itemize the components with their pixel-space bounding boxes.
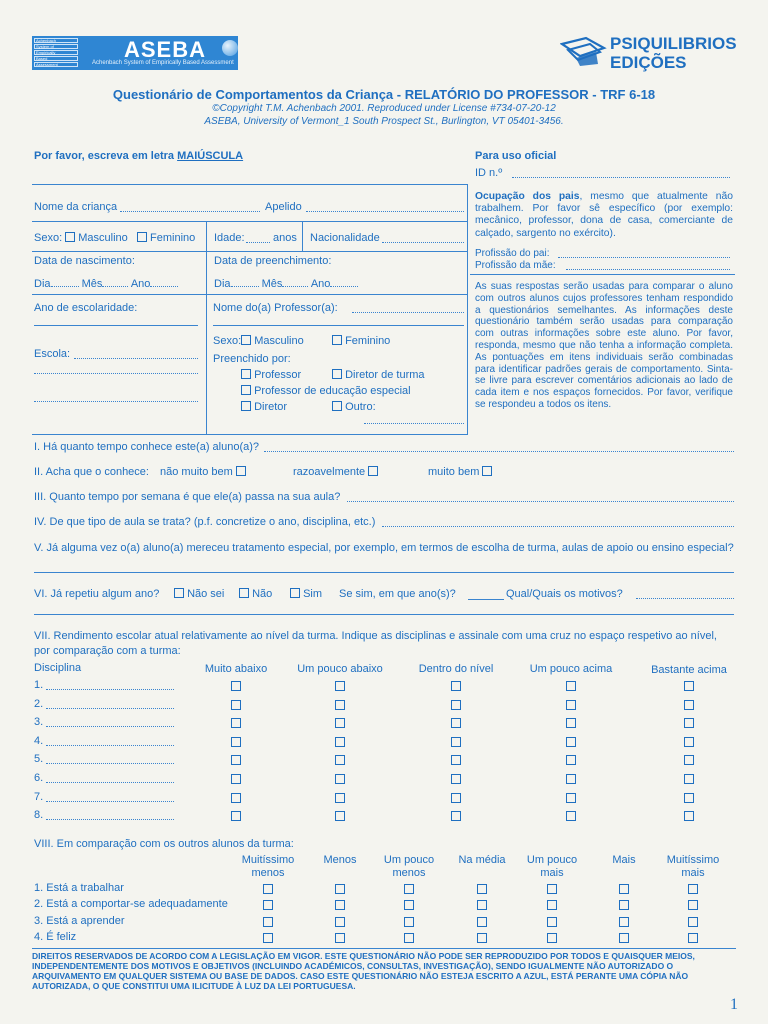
- aseba-side-item: Empirically: [34, 50, 78, 55]
- q8-title: VIII. Em comparação com os outros alunos da turma:: [34, 838, 294, 850]
- q8-col-header: [667, 854, 720, 879]
- filled-by-teacher: [241, 369, 301, 381]
- q7-level-checkbox[interactable]: [451, 718, 461, 728]
- special-ed-label: Professor de educação especial: [254, 385, 411, 397]
- info-text: As suas respostas serão usadas para comparar o aluno com outros alunos cujos professores tenham respondido a questionários semelhantes. As informações deste questionário também serão usadas para comparação com outras informações sobre este aluno. Por favor, responda, mesmo que não tenha a informação completa. As pontuações em itens individuais serão combinadas para identificar padrões gerais de comportamento. Sinta-se livre para escrever comentários adicionais ao lado de cada item e nos espaços fornecidos. Por favor, verifique se respondeu a todos os itens.: [475, 281, 733, 410]
- q8-rating-checkbox[interactable]: [263, 933, 273, 943]
- q8-col-header: [458, 854, 505, 867]
- q2-option-checkbox[interactable]: [368, 466, 378, 476]
- q8-rating-checkbox[interactable]: [477, 933, 487, 943]
- instructions-emphasis: MAIÚSCULA: [177, 150, 244, 162]
- teacher-sex-row: [213, 335, 304, 347]
- q7-col-header: Muito abaixo: [204, 663, 268, 675]
- q6-reasons-label: Qual/Quais os motivos?: [506, 588, 623, 600]
- q8-rating-checkbox[interactable]: [477, 917, 487, 927]
- q7-level-checkbox[interactable]: [566, 700, 576, 710]
- question-6: VI. Já repetiu algum ano?: [34, 588, 160, 600]
- divider: [32, 434, 468, 435]
- q7-level-checkbox[interactable]: [335, 793, 345, 803]
- q7-subject-field[interactable]: [46, 752, 174, 764]
- q8-rating-checkbox[interactable]: [547, 917, 557, 927]
- q8-rating-checkbox[interactable]: [263, 884, 273, 894]
- q8-row-label: 4. É feliz: [34, 931, 77, 943]
- publisher-emblem-icon: [560, 34, 608, 70]
- q7-subject-field[interactable]: [46, 678, 174, 690]
- q8-rating-checkbox[interactable]: [688, 884, 698, 894]
- divider: [302, 221, 303, 251]
- special-ed-checkbox[interactable]: [241, 385, 251, 395]
- aseba-logo: [32, 36, 238, 70]
- teacher-checkbox[interactable]: [241, 369, 251, 379]
- age-field[interactable]: [246, 231, 270, 243]
- teacher-sex-label: Sexo:: [213, 335, 242, 347]
- divider: [32, 221, 468, 222]
- school-field-line3[interactable]: [34, 392, 198, 402]
- child-male-checkbox[interactable]: [65, 232, 75, 242]
- question-4-field[interactable]: [382, 515, 734, 527]
- teacher-male-label: Masculino: [254, 335, 304, 347]
- q6-option-label: Não: [252, 588, 273, 600]
- school-field[interactable]: [74, 347, 198, 359]
- q7-level-checkbox[interactable]: [451, 811, 461, 821]
- q7-level-checkbox[interactable]: [231, 718, 241, 728]
- age-unit: anos: [273, 232, 297, 244]
- fill-month-field[interactable]: [282, 277, 308, 287]
- teacher-name-label: Nome do(a) Professor(a):: [213, 302, 338, 314]
- q7-level-checkbox[interactable]: [451, 681, 461, 691]
- mother-label: Profissão da mãe:: [475, 260, 556, 271]
- q6-option-checkbox[interactable]: [239, 588, 249, 598]
- teacher-name-field-line2[interactable]: [213, 325, 464, 326]
- surname-field[interactable]: [306, 200, 464, 212]
- divider: [32, 251, 468, 252]
- q8-rating-checkbox[interactable]: [619, 884, 629, 894]
- q6-option-2: [239, 588, 272, 600]
- q7-level-checkbox[interactable]: [566, 793, 576, 803]
- q8-rating-checkbox[interactable]: [335, 917, 345, 927]
- q7-level-checkbox[interactable]: [451, 737, 461, 747]
- q8-rating-checkbox[interactable]: [263, 917, 273, 927]
- teacher-female-checkbox[interactable]: [332, 335, 342, 345]
- q7-level-checkbox[interactable]: [231, 793, 241, 803]
- instructions-prefix: Por favor, escreva em letra: [34, 150, 178, 162]
- q2-option-2: [293, 466, 378, 478]
- q8-rating-checkbox[interactable]: [547, 900, 557, 910]
- q8-col-header: [527, 854, 577, 879]
- q7-text-line2: por comparação com a turma:: [34, 645, 181, 657]
- q7-subject-header: Disciplina: [34, 662, 82, 674]
- q2-option-label: razoavelmente: [293, 466, 366, 478]
- q7-level-checkbox[interactable]: [566, 755, 576, 765]
- q6-option-label: Não sei: [187, 588, 225, 600]
- parents-instructions: , mesmo que atualmente não trabalhem. Por favor sê específico (por exemplo: mecânico, professor, dona de casa, comerciante de calçado, sargento no exército).: [475, 191, 733, 239]
- teacher-female-row: [332, 335, 390, 347]
- q8-col-header: [323, 854, 356, 867]
- fill-year-field[interactable]: [330, 277, 358, 287]
- class-director-checkbox[interactable]: [332, 369, 342, 379]
- birth-date-label: Data de nascimento:: [34, 255, 135, 267]
- teacher-male-checkbox[interactable]: [241, 335, 251, 345]
- q7-level-checkbox[interactable]: [335, 774, 345, 784]
- filled-by-director: [241, 401, 287, 413]
- q8-rating-checkbox[interactable]: [404, 917, 414, 927]
- aseba-title: ASEBA: [124, 37, 207, 62]
- id-label: ID n.º: [475, 167, 503, 179]
- q8-rating-checkbox[interactable]: [619, 900, 629, 910]
- nationality-field[interactable]: [382, 231, 464, 243]
- q8-rating-checkbox[interactable]: [547, 933, 557, 943]
- question-1-field[interactable]: [264, 440, 734, 452]
- mother-field[interactable]: [566, 259, 730, 270]
- q8-col-header-line1: Menos: [323, 854, 357, 866]
- instructions: [34, 150, 243, 162]
- father-field[interactable]: [558, 247, 730, 258]
- q7-level-checkbox[interactable]: [451, 700, 461, 710]
- q8-row-label: 2. Está a comportar-se adequadamente: [34, 898, 228, 910]
- q7-row-number: 8.: [34, 809, 44, 821]
- publisher-line1: PSIQUILIBRIOS: [610, 34, 737, 53]
- id-field[interactable]: [512, 166, 730, 178]
- q7-col-header: Dentro do nível: [418, 663, 494, 675]
- q7-col-header: Bastante acima: [651, 664, 727, 676]
- class-director-label: Diretor de turma: [345, 369, 425, 381]
- q2-option-1: [160, 466, 246, 478]
- q8-rating-checkbox[interactable]: [688, 933, 698, 943]
- q8-col-header: [242, 854, 295, 879]
- director-checkbox[interactable]: [241, 401, 251, 411]
- q7-subject-field[interactable]: [46, 697, 174, 709]
- q7-level-checkbox[interactable]: [566, 737, 576, 747]
- q7-level-checkbox[interactable]: [566, 681, 576, 691]
- father-label: Profissão do pai:: [475, 248, 550, 259]
- other-checkbox[interactable]: [332, 401, 342, 411]
- q8-rating-checkbox[interactable]: [688, 917, 698, 927]
- q8-rating-checkbox[interactable]: [263, 900, 273, 910]
- aseba-side-list: [34, 38, 80, 68]
- q8-col-header-line2: mais: [540, 866, 564, 879]
- q7-row-number: 2.: [34, 698, 44, 710]
- q8-rating-checkbox[interactable]: [404, 933, 414, 943]
- month-label: Mês: [261, 278, 283, 290]
- divider: [206, 221, 207, 434]
- teacher-name-field[interactable]: [352, 301, 464, 313]
- q6-reasons-field[interactable]: [636, 587, 734, 599]
- q8-col-header: [384, 854, 434, 879]
- q7-level-checkbox[interactable]: [335, 811, 345, 821]
- q7-level-checkbox[interactable]: [335, 718, 345, 728]
- q6-option-label: Sim: [303, 588, 323, 600]
- q8-rating-checkbox[interactable]: [404, 900, 414, 910]
- fill-day-field[interactable]: [231, 277, 259, 287]
- q7-subject-field[interactable]: [46, 771, 174, 783]
- school-year-field[interactable]: [34, 325, 198, 326]
- q8-col-header-line2: menos: [392, 866, 426, 879]
- aseba-side-item: Assessment: [34, 62, 78, 67]
- q7-level-checkbox[interactable]: [231, 774, 241, 784]
- q8-col-header-line2: menos: [251, 866, 285, 879]
- q7-level-checkbox[interactable]: [231, 681, 241, 691]
- filled-by-other: [332, 401, 376, 413]
- q6-option-checkbox[interactable]: [174, 588, 184, 598]
- q8-col-header-line1: Muitíssimo: [241, 854, 295, 866]
- q7-level-checkbox[interactable]: [231, 811, 241, 821]
- q8-col-header-line1: Um pouco: [383, 854, 435, 866]
- copyright-line: ©Copyright T.M. Achenbach 2001. Reproduced under License #734-07-20-12: [212, 103, 556, 114]
- q6-option-checkbox[interactable]: [290, 588, 300, 598]
- q2-option-label: não muito bem: [160, 466, 233, 478]
- q7-row-number: 7.: [34, 791, 44, 803]
- q7-row-number: 1.: [34, 679, 44, 691]
- globe-icon: [222, 40, 238, 56]
- q7-level-checkbox[interactable]: [684, 737, 694, 747]
- q7-level-checkbox[interactable]: [684, 700, 694, 710]
- question-3-field[interactable]: [347, 490, 734, 502]
- question-2: II. Acha que o conhece:: [34, 466, 149, 478]
- child-male-label: Masculino: [78, 232, 128, 244]
- q7-subject-field[interactable]: [46, 715, 174, 727]
- q8-rating-checkbox[interactable]: [547, 884, 557, 894]
- q8-col-header-line1: Na média: [458, 854, 506, 866]
- q7-text-line1: VII. Rendimento escolar atual relativamente ao nível da turma. Indique as disciplinas e assinale com uma cruz no espaço respetivo ao nível,: [34, 630, 717, 642]
- q7-row-number: 4.: [34, 735, 44, 747]
- q7-level-checkbox[interactable]: [335, 700, 345, 710]
- q7-level-checkbox[interactable]: [566, 811, 576, 821]
- q7-level-checkbox[interactable]: [335, 755, 345, 765]
- q7-level-checkbox[interactable]: [684, 755, 694, 765]
- q7-subject-field[interactable]: [46, 734, 174, 746]
- school-field-line2[interactable]: [34, 364, 198, 374]
- page-number: 1: [730, 996, 738, 1013]
- q7-level-checkbox[interactable]: [684, 774, 694, 784]
- other-field[interactable]: [364, 414, 464, 424]
- official-use-heading: Para uso oficial: [475, 150, 557, 162]
- fill-date-label: Data de preenchimento:: [214, 255, 332, 267]
- publisher-name: [610, 34, 737, 72]
- q8-rating-checkbox[interactable]: [477, 884, 487, 894]
- aseba-side-item: Achenbach: [34, 38, 78, 43]
- child-name-label: Nome da criança: [34, 201, 118, 213]
- q7-level-checkbox[interactable]: [566, 774, 576, 784]
- month-label: Mês: [81, 278, 103, 290]
- other-label: Outro:: [345, 401, 376, 413]
- q7-col-header: Um pouco abaixo: [297, 663, 383, 675]
- q7-level-checkbox[interactable]: [451, 755, 461, 765]
- q7-level-checkbox[interactable]: [684, 811, 694, 821]
- q2-option-checkbox[interactable]: [482, 466, 492, 476]
- divider: [32, 948, 736, 949]
- surname-label: Apelido: [265, 201, 302, 213]
- q7-level-checkbox[interactable]: [684, 681, 694, 691]
- q7-level-checkbox[interactable]: [231, 755, 241, 765]
- q7-subject-field[interactable]: [46, 808, 174, 820]
- aseba-subtitle: Achenbach System of Empirically Based Assessment: [92, 60, 234, 66]
- q7-row-number: 6.: [34, 772, 44, 784]
- publisher-line2: EDIÇÕES: [610, 53, 687, 72]
- q7-col-header: Um pouco acima: [529, 663, 613, 675]
- q6-option-3: [290, 588, 322, 600]
- director-label: Diretor: [254, 401, 288, 413]
- birth-day-field[interactable]: [51, 277, 79, 287]
- birth-year-field[interactable]: [150, 277, 178, 287]
- filled-by-special-ed: [241, 385, 411, 397]
- q8-col-header-line1: Muitíssimo: [666, 854, 720, 866]
- q7-level-checkbox[interactable]: [335, 737, 345, 747]
- birth-date-row: [34, 277, 178, 290]
- year-label: Ano: [310, 278, 331, 290]
- teacher-option-label: Professor: [254, 369, 302, 381]
- q7-subject-field[interactable]: [46, 790, 174, 802]
- q8-rating-checkbox[interactable]: [688, 900, 698, 910]
- q8-col-header-line1: Mais: [612, 854, 636, 866]
- school-label: Escola:: [34, 348, 71, 360]
- q8-col-header-line1: Um pouco: [526, 854, 578, 866]
- form-title: Questionário de Comportamentos da Criança - RELATÓRIO DO PROFESSOR - TRF 6-18: [112, 87, 656, 102]
- q2-option-3: [428, 466, 492, 478]
- q2-option-checkbox[interactable]: [236, 466, 246, 476]
- copyright-footer: DIREITOS RESERVADOS DE ACORDO COM A LEGISLAÇÃO EM VIGOR. ESTE QUESTIONÁRIO NÃO PODE SER REPRODUZIDO POR TODOS E QUAISQUER MEIOS, INDEPENDENTEMENTE DOS MOTIVOS E OBJETIVOS (INCLUINDO ACADÉMICOS, CONSULTAS, INVESTIGAÇÃO), SENDO IGUALMENTE NÃO AUTORIZADO O ARQUIVAMENTO EM QUALQUER SISTEMA OU BASE DE DADOS. CASO ESTE QUESTIONÁRIO NÃO ESTEJA ESCRITO A AZUL, ESTÁ PERANTE UMA CÓPIA NÃO AUTORIZADA, O QUE CONSTITUI UMA ILICITUDE À LUZ DA LEI PORTUGUESA.: [32, 951, 695, 991]
- question-5: V. Já alguma vez o(a) aluno(a) mereceu tratamento especial, por exemplo, em termos de escolha de turma, aulas de apoio ou ensino especial?: [34, 542, 734, 554]
- filled-by-label: Preenchido por:: [213, 353, 291, 365]
- day-label: Dia: [214, 278, 231, 290]
- q7-level-checkbox[interactable]: [451, 793, 461, 803]
- fill-date-row: [214, 277, 358, 290]
- q8-row-label: 3. Está a aprender: [34, 915, 125, 927]
- q7-level-checkbox[interactable]: [684, 793, 694, 803]
- divider: [32, 294, 468, 295]
- age-label: Idade:: [214, 232, 245, 244]
- q6-years-field[interactable]: [468, 599, 504, 600]
- q8-rating-checkbox[interactable]: [335, 900, 345, 910]
- q8-rating-checkbox[interactable]: [619, 933, 629, 943]
- parents-occupation-text: [475, 191, 733, 240]
- question-4: IV. De que tipo de aula se trata? (p.f. concretize o ano, disciplina, etc.): [34, 516, 376, 528]
- child-sex-label: Sexo:: [34, 232, 63, 244]
- child-name-field[interactable]: [120, 200, 260, 212]
- school-year-label: Ano de escolaridade:: [34, 302, 138, 314]
- q6-reasons-field-line2[interactable]: [34, 614, 734, 615]
- parents-heading: Ocupação dos pais: [475, 191, 580, 202]
- divider: [32, 184, 468, 185]
- address-line: ASEBA, University of Vermont_1 South Prospect St., Burlington, VT 05401-3456.: [204, 116, 564, 127]
- teacher-female-label: Feminino: [345, 335, 391, 347]
- day-label: Dia: [34, 278, 51, 290]
- child-female-checkbox[interactable]: [137, 232, 147, 242]
- q8-row-label: 1. Está a trabalhar: [34, 882, 124, 894]
- birth-month-field[interactable]: [102, 277, 128, 287]
- q8-rating-checkbox[interactable]: [619, 917, 629, 927]
- q7-level-checkbox[interactable]: [335, 681, 345, 691]
- question-3: III. Quanto tempo por semana é que ele(a) passa na sua aula?: [34, 491, 341, 503]
- q6-option-1: [174, 588, 224, 600]
- publisher-logo: [560, 34, 750, 74]
- q7-level-checkbox[interactable]: [451, 774, 461, 784]
- q8-rating-checkbox[interactable]: [335, 884, 345, 894]
- q8-rating-checkbox[interactable]: [335, 933, 345, 943]
- q8-col-header-line2: mais: [681, 866, 705, 879]
- q2-option-label: muito bem: [428, 466, 480, 478]
- q7-level-checkbox[interactable]: [566, 718, 576, 728]
- q8-col-header: [612, 854, 635, 867]
- nationality-label: Nacionalidade: [310, 232, 380, 244]
- child-sex-row: [34, 232, 195, 244]
- q8-rating-checkbox[interactable]: [477, 900, 487, 910]
- filled-by-class-director: [332, 369, 425, 381]
- q7-level-checkbox[interactable]: [231, 700, 241, 710]
- question-5-field[interactable]: [34, 572, 734, 573]
- q7-level-checkbox[interactable]: [231, 737, 241, 747]
- q7-row-number: 3.: [34, 716, 44, 728]
- q8-rating-checkbox[interactable]: [404, 884, 414, 894]
- q6-years-label: Se sim, em que ano(s)?: [339, 588, 456, 600]
- question-1: I. Há quanto tempo conhece este(a) aluno(a)?: [34, 441, 260, 453]
- aseba-side-item: Based: [34, 56, 78, 61]
- aseba-side-item: System of: [34, 44, 78, 49]
- q7-level-checkbox[interactable]: [684, 718, 694, 728]
- year-label: Ano: [130, 278, 151, 290]
- q7-row-number: 5.: [34, 753, 44, 765]
- divider: [470, 274, 735, 275]
- child-female-label: Feminino: [150, 232, 196, 244]
